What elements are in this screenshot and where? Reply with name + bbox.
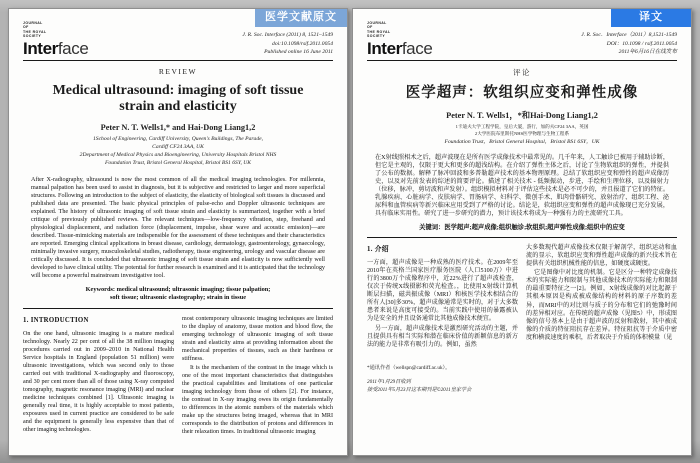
two-column-body <box>367 244 677 395</box>
keywords-block <box>367 224 677 233</box>
body-column-right <box>182 315 333 436</box>
two-column-body <box>23 315 333 436</box>
section-divider-rule <box>23 308 333 309</box>
journal-logo-small-text: JOURNAL OF THE ROYAL SOCIETY <box>23 21 47 39</box>
original-document-badge[interactable]: 医学文献原文 <box>255 8 347 27</box>
affiliations-block <box>367 124 677 146</box>
article-title: 医学超声：软组织应变和弹性成像 <box>405 84 639 101</box>
translation-document-page <box>352 8 692 456</box>
keywords-line: Keywords: medical ultrasound; ultrasonic imaging; tissue palpation; <box>85 285 271 293</box>
citation-block <box>242 31 333 56</box>
journal-logo <box>23 21 88 57</box>
body-column-right <box>526 244 677 395</box>
body-paragraph: 大多数现代超声成像技术仅限于解剖学，组织运动和血流的显示，软组织应变和弹性超声成像的新兴技术旨在提供有关组织机械性能的信息，如硬度或硬度。 <box>526 245 677 268</box>
citation-published: Published online 16 June 2011 <box>264 49 333 56</box>
article-title: Medical ultrasound: imaging of soft tissue strain and elasticity <box>52 82 304 115</box>
body-column-left <box>23 315 174 436</box>
accepted-line: 接受2011年5月23日这本期刊是©2011皇家学会 <box>367 387 472 394</box>
body-paragraph: It is the mechanism of the contrast in the image which is one of the most important characteristics that distinguishes the practical capabilities and limitations of one particular imaging technology from those of others [2]. For instance, the contrast in X-ray imaging owes its origin fundamentally to differences in the atomic numbers of the materials which make up the structures being imaged, whereas that in MRI corresponds to the distribution of protons and differences in their relaxation times. In traditional ultrasonic imaging <box>182 364 333 435</box>
received-line: 2011年1月29日收到 <box>367 379 411 386</box>
journal-logo <box>367 21 432 57</box>
article-type-label: REVIEW <box>158 66 198 76</box>
citation-line: J. R. Soc．Interface（2011）8,1521-1549 <box>581 32 677 39</box>
received-accepted-block <box>367 379 518 395</box>
translation-badge[interactable]: 译文 <box>611 8 691 27</box>
header-rule <box>23 60 333 61</box>
section-heading: 1. INTRODUCTION <box>23 316 89 324</box>
authors-line: Peter N. T. Wells1,* and Hai-Dong Liang1,2 <box>100 123 256 133</box>
affiliation-line: Foundation Trust，Bristol General Hospital，Bristol BS1 6SY，UK <box>444 138 600 145</box>
citation-block <box>581 31 677 56</box>
body-paragraph: 一方面，超声成像是一种成熟的医疗技术。在2009年至2010年在英格兰国家医疗服务医院（人口5100万）中进行的3800万个成像程序中，近22%进行了超声波检查，仅次于传统X线摄影和荧光检查。，比使用X射线计算机断层扫描，磁共振成像（MRI）和核医学技术相结合的所有人[30]多30%，超声成像通常是实时的，对于大多数患者来说是高度可接受的。当前实践中使用的暴露被认为是安全的并且设备通常比其他成像技术便宜。 <box>367 260 518 323</box>
citation-doi: DOI：10.1098 / rsif.2011.0054 <box>606 40 677 47</box>
section-divider-rule <box>367 237 677 238</box>
keywords-block <box>23 286 333 303</box>
original-document-page <box>8 8 348 456</box>
body-paragraph: On the one hand, ultrasonic imaging is a mature medical technology. Nearly 22 per cent of all the 38 million imaging procedures carried out in 2009–2010 in National Health Service hospitals in England (population 51 million) were ultrasonic investigations, which was second only to those carried out with traditional X-radiography and fluoroscopy, and 30 per cent more than all of those using X-ray computed tomography, magnetic resonance imaging (MRI) and nuclear medicine techniques combined [1]. Ultrasonic imaging is generally real time, it is highly acceptable to most patients, exposures used in current practice are considered to be safe and the equipment is generally less expensive than that of other imaging technologies. <box>23 330 174 433</box>
journal-logo-name: Interface <box>367 38 433 58</box>
affiliation-line: 2Department of Medical Physics and Bioengineering, University Hospitals Bristol NHS <box>79 152 277 159</box>
affiliation-line: 1School of Engineering, Cardiff University, Queen's Buildings, The Parade, <box>92 136 264 143</box>
correspondence-footnote: *通讯作者（wellspn@cardiff.ac.uk）。 <box>367 364 451 371</box>
affiliation-line: Foundation Trust, Bristol General Hospital, Bristol BS1 6SY, UK <box>104 160 252 167</box>
header-rule <box>367 60 677 61</box>
authors-line: Peter N. T. Wells1，*和Hai-Dong Liang1,2 <box>446 110 598 120</box>
affiliation-line: 1卡迪夫大学工程学院，皇后大厦，游行，加的夫CF24 3AA，英国 <box>455 123 589 129</box>
citation-line: J. R. Soc. Interface (2011) 8, 1521–1549 <box>242 32 333 39</box>
body-paragraph: 它是图像中对比度的机制。它是区分一种特定成像技术的实际能力和限制与其他成像技术的实际能力和限制的最重要特征之一[2]。例如，X射线成像的对比起源于其根本原因是构成被成像结构的材料的原子序数的差异，而MRI中的对比则与质子的分布和它们的弛豫时间的差异相对应。在传统的超声成像（见图5）中，形成图像的信号基本上是由于超声波的反射和散射，其中被成像的介质的特征阻抗存在差异。特征阻抗等于介质中密度和横波速度的乘积，后者取决于介质的体积模量（见 <box>526 270 677 341</box>
affiliation-line: 2大学医院布里斯托NHS医学物理与生物工程系 <box>474 130 570 136</box>
journal-logo-small-text: JOURNAL OF THE ROYAL SOCIETY <box>367 21 391 39</box>
abstract-text: 在X射线照相术之后，超声波现在是所有医学成像技术中最常见的。几千年来，人工触诊已被用于辅助诊断，但它是主观的，仅限于更大和更多的超浅结构。在介绍了弹性主体之后，讨论了生物软组织的弹性，并提供了公布的数据。解释了脉冲回波和多普勒超声技术的基本物理原理。总结了软组织应变和弹性的超声成像历史，以及对先前发表的综述的简要评论。描述了相关技术 - 低频振动，步进，手绘和生理位移，以及辐射力（位移，脉冲，剪切波和声发射）。组织模拟材料对于评估这些技术是必不可少的，并且报道了它们的特征。乳腺疾病、心脏病学、皮肤病学、胃肠病学、妇科学、微创手术、肌肉骨骼研究、放射治疗、组织工程、泌尿科和血管疾病等新兴临床应用受到了严格的讨论。结论是，软组织应变和弹性的超声成像现已充分发展，具有临床实用性。研究了进一步研究的潜力，预计该技术将成为一种强有力的主流研究工具。 <box>375 154 669 217</box>
section-heading: 1. 介绍 <box>367 246 389 254</box>
affiliation-line: Cardiff CF24 3AA, UK <box>152 144 204 151</box>
citation-published: 2011年6月16日在线发布 <box>618 49 677 56</box>
body-column-left <box>367 244 518 395</box>
journal-logo-name: Interface <box>23 38 89 58</box>
keywords-line: 关键词：医学超声;超声成像;组织触诊;软组织;超声弹性成像;组织中的应变 <box>419 223 625 231</box>
abstract-text: After X-radiography, ultrasound is now the most common of all the medical imaging technologies. For millennia, manual palpation has been used to assist in diagnosis, but it is subjective and restricted to larger and more superficial structures. Following an introduction to the subject of elasticity, the elasticity of biological soft tissues is discussed and published data are presented. The basic physical principles of pulse-echo and Doppler ultrasonic techniques are explained. The history of ultrasonic imaging of soft tissue strain and elasticity is summarized, together with a brief critique of previously published reviews. The relevant techniques—low-frequency vibration, step, freehand and physiological displacement, and radiation force (displacement, impulse, shear wave and acoustic emission)—are described. Tissue-mimicking materials are indispensible for the assessment of these techniques and their characteristics are reported. Emerging clinical applications in breast disease, cardiology, dermatology, gastroenterology, gynaecology, minimally invasive surgery, musculoskeletal studies, radiotherapy, tissue engineering, urology and vascular disease are critically discussed. It is concluded that ultrasonic imaging of soft tissue strain and elasticity is now sufficiently well developed to have clinical utility. The potential for further research is examined and it is anticipated that the technology will become a powerful mainstream investigative tool. <box>31 176 325 279</box>
citation-doi: doi:10.1098/rsif.2011.0054 <box>272 40 333 47</box>
body-paragraph: most contemporary ultrasonic imaging techniques are limited to the display of anatomy, tissue motion and blood flow, the emerging technology of ultrasonic imaging of soft tissue strain and elasticity aims at providing information about the mechanical properties of tissues, such as their hardness or stiffness. <box>182 315 333 362</box>
affiliations-block <box>23 135 333 167</box>
body-paragraph: 另一方面，超声成像技术是激烈研究活动的主题，并且提供具有相当实际和潜在临床价值的新颖信息的新方法的能力是非常有吸引力的。例如，虽然 <box>367 325 518 348</box>
article-type-label: 评论 <box>513 67 531 77</box>
keywords-line: soft tissue; ultrasonic elastography; strain in tissue <box>109 294 247 302</box>
